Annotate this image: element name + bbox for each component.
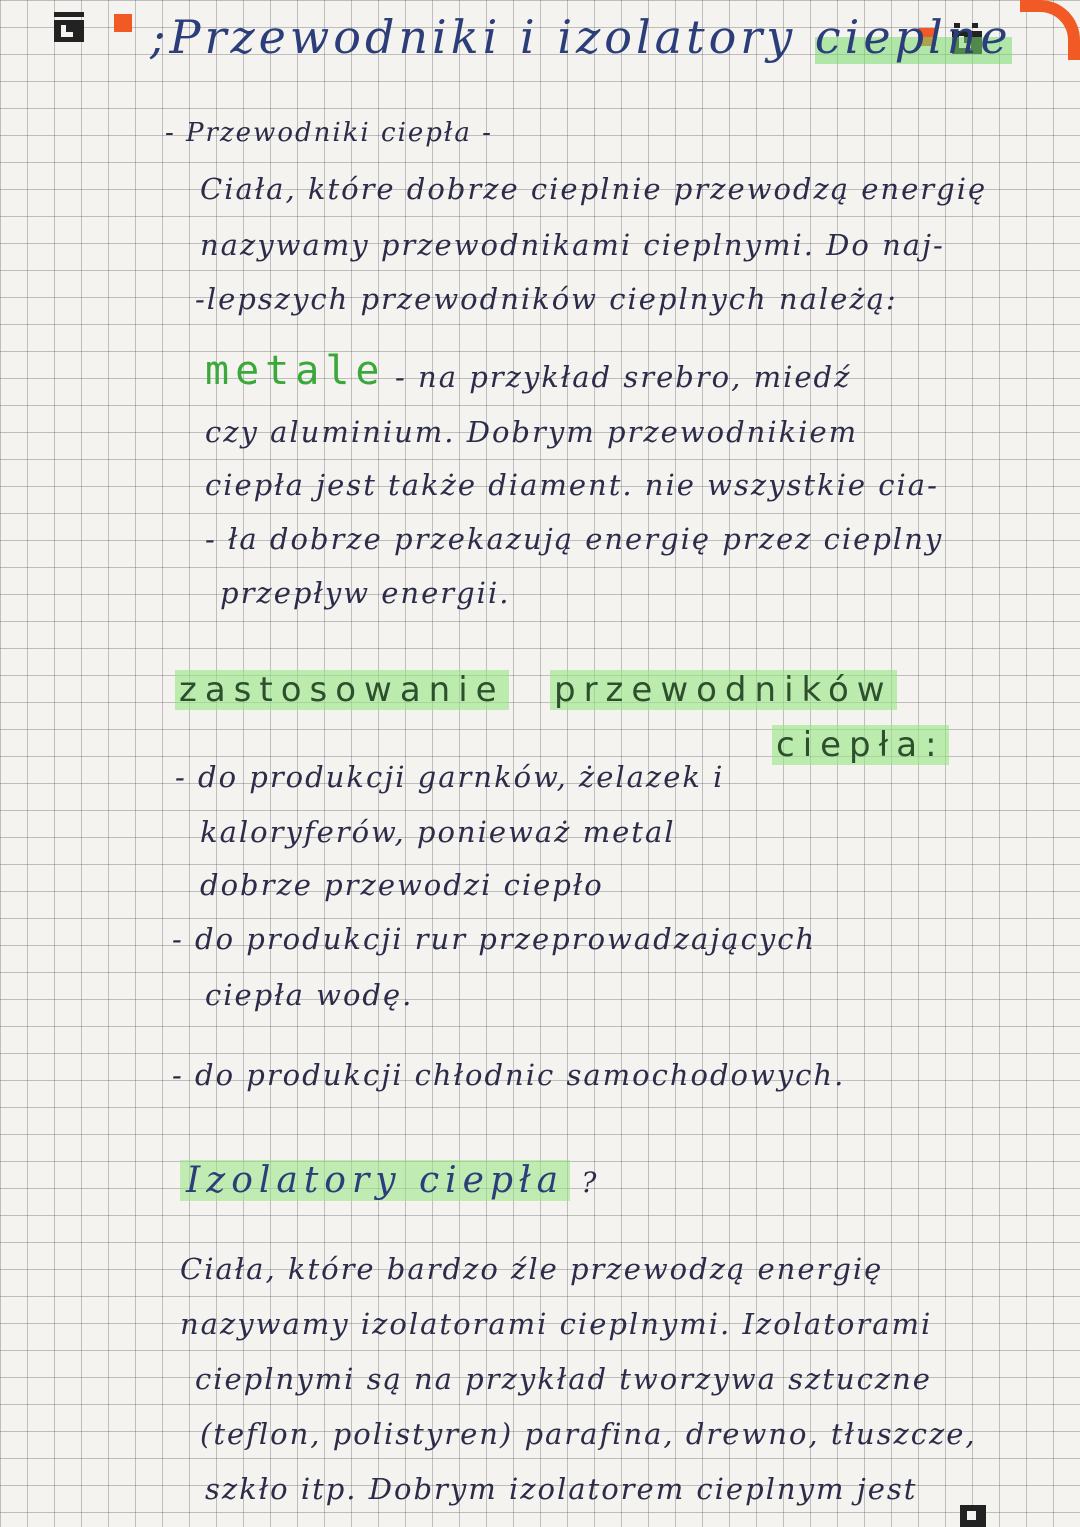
section-heading-izolatory: Izolatory ciepła ? bbox=[180, 1160, 598, 1201]
page-title: ;Przewodniki i izolatory cieplne bbox=[150, 10, 1012, 64]
list-item: ciepła wodę. bbox=[205, 978, 414, 1012]
text-line: - na przykład srebro, miedź bbox=[395, 360, 852, 394]
section-heading-przewodniki: - Przewodniki ciepła - bbox=[165, 118, 493, 148]
text-line: cieplnymi są na przykład tworzywa sztuczne bbox=[195, 1362, 932, 1396]
text-line: -lepszych przewodników cieplnych należą: bbox=[195, 282, 898, 316]
metale-keyword: metale bbox=[205, 348, 386, 394]
list-item: dobrze przewodzi ciepło bbox=[200, 868, 604, 902]
text-line: ciepła jest także diament. nie wszystkie cia- bbox=[205, 468, 939, 502]
text-line: Ciała, które dobrze cieplnie przewodzą energię bbox=[200, 172, 988, 206]
app-logo-icon bbox=[52, 10, 86, 44]
text-line: szkło itp. Dobrym izolatorem cieplnym jest bbox=[205, 1472, 918, 1506]
page-corner-decoration bbox=[1020, 0, 1080, 60]
list-item: - do produkcji garnków, żelazek i bbox=[175, 760, 725, 794]
section-heading-zastosowanie: przewodników bbox=[550, 670, 897, 710]
app-logo-icon bbox=[960, 1505, 986, 1527]
text-line: (teflon, polistyren) parafina, drewno, tłuszcze, bbox=[200, 1417, 977, 1451]
list-item: - do produkcji chłodnic samochodowych. bbox=[172, 1058, 846, 1092]
list-item: kaloryferów, ponieważ metal bbox=[200, 815, 676, 849]
text-line: nazywamy przewodnikami cieplnymi. Do naj- bbox=[200, 228, 945, 262]
text-line: nazywamy izolatorami cieplnymi. Izolatorami bbox=[180, 1307, 933, 1341]
orange-marker bbox=[114, 14, 132, 32]
list-item: - do produkcji rur przeprowadzających bbox=[172, 922, 817, 956]
text-line: przepływ energii. bbox=[220, 576, 511, 610]
section-heading-zastosowanie: zastosowanie bbox=[175, 670, 509, 710]
text-line: czy aluminium. Dobrym przewodnikiem bbox=[205, 415, 859, 449]
text-line: Ciała, które bardzo źle przewodzą energię bbox=[180, 1252, 884, 1286]
section-heading-zastosowanie: ciepła: bbox=[772, 725, 949, 765]
text-line: - ła dobrze przekazują energię przez cieplny bbox=[205, 522, 944, 556]
